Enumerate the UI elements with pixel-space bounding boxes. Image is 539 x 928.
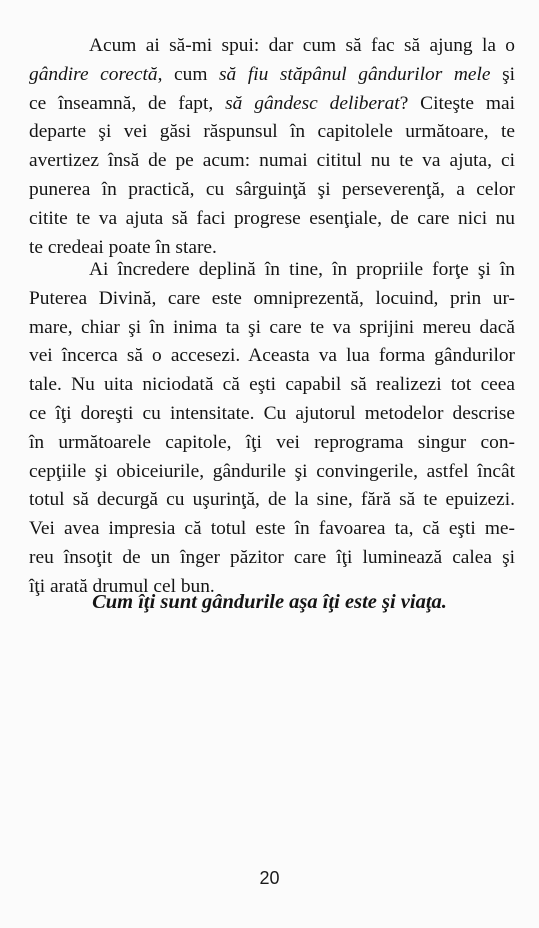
- text-line: [29, 118, 515, 147]
- text-span: Acum ai să-mi spui: dar cum să fac să ajung la o: [89, 35, 515, 56]
- text-span: ce înseamnă, de fapt,: [29, 92, 226, 114]
- text-span: ? Citeşte mai: [399, 92, 515, 114]
- text-line: cepţiile şi obiceiurile, gândurile şi convingerile, astfel încât: [29, 460, 515, 482]
- text-line: [29, 205, 515, 234]
- text-line: în următoarele capitole, îţi vei reprograma singur con-: [29, 431, 515, 453]
- text-span: avertizez însă de pe acum: numai cititul nu te va ajuta, ci: [29, 150, 515, 172]
- text-line: Ai încredere deplină în tine, în propriile forţe şi în: [89, 259, 515, 280]
- text-line: [29, 90, 515, 119]
- text-span: , cum: [157, 63, 220, 85]
- text-span: te credeai poate în stare.: [29, 236, 217, 258]
- text-line: îţi arată drumul cel bun.: [29, 575, 215, 597]
- text-span: şi: [490, 63, 516, 85]
- paragraph-2: [29, 256, 515, 602]
- text-line: vei încerca să o accesezi. Aceasta va lua forma gândurilor: [29, 345, 515, 367]
- text-span: punerea în practică, cu sârguinţă şi perseverenţă, a celor: [29, 178, 515, 200]
- text-line: tale. Nu uita niciodată că eşti capabil să realizezi tot ceea: [29, 374, 515, 396]
- text-line: [29, 147, 515, 176]
- paragraph-1: [29, 32, 515, 262]
- motto-quote: Cum îţi sunt gândurile aşa îţi este şi viaţa.: [92, 591, 447, 613]
- text-span: departe şi vei găsi răspunsul în capitolele următoare, te: [29, 121, 515, 143]
- text-line: [29, 32, 515, 61]
- text-line: mare, chiar şi în inima ta şi care te va sprijini mereu dacă: [29, 316, 515, 338]
- text-line: Vei avea impresia că totul este în favoarea ta, că eşti me-: [29, 518, 515, 540]
- text-line: totul să decurgă cu uşurinţă, de la sine, fără să te epuizezi.: [29, 489, 515, 511]
- text-line: [29, 61, 515, 90]
- italic-span: să gândesc deliberat: [225, 92, 400, 114]
- italic-span: să fiu stăpânul gândurilor mele: [219, 63, 491, 85]
- text-line: reu însoţit de un înger păzitor care îţi luminează calea şi: [29, 546, 515, 568]
- text-line: [29, 176, 515, 205]
- text-span: citite te va ajuta să faci progrese esenţiale, de care nici nu: [29, 207, 515, 229]
- page-number: 20: [259, 868, 280, 888]
- text-line: Puterea Divină, care este omniprezentă, locuind, prin ur-: [29, 287, 515, 309]
- text-line: ce îţi doreşti cu intensitate. Cu ajutorul metodelor descrise: [29, 402, 515, 424]
- italic-span: gândire corectă: [29, 63, 158, 85]
